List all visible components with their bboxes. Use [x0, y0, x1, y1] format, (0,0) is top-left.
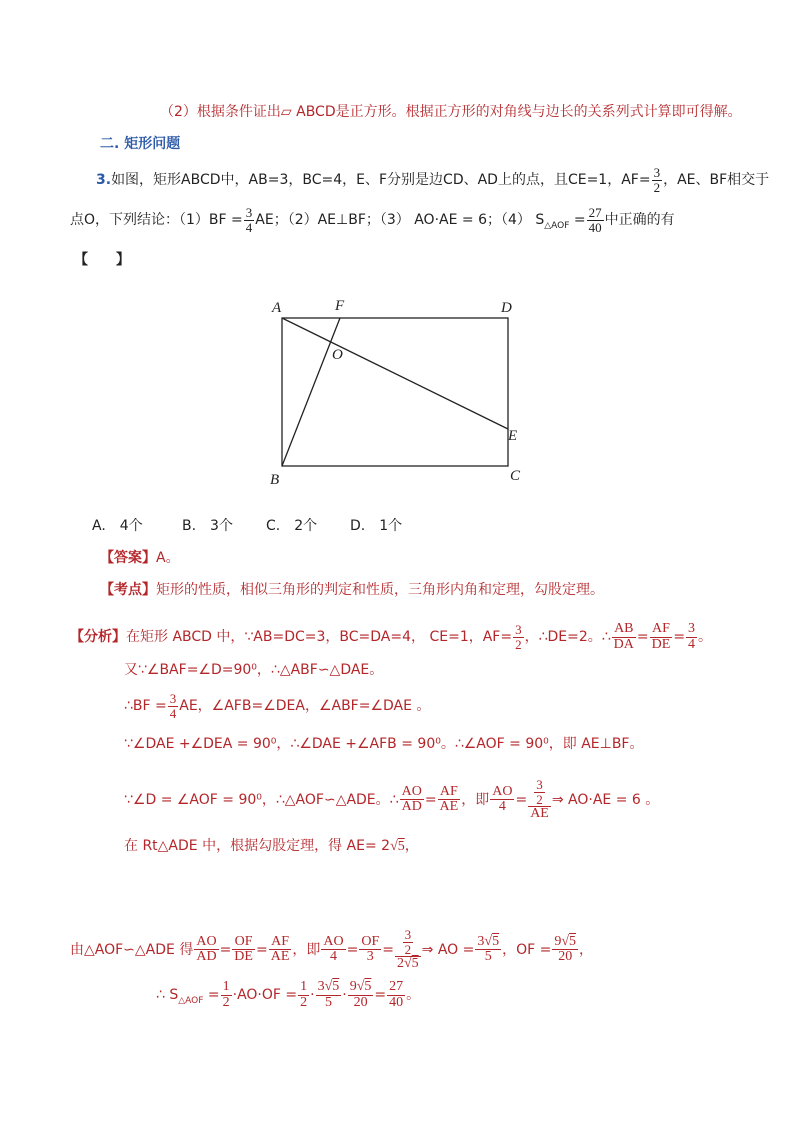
analysis-7c: ⇒ AO =: [421, 941, 475, 958]
analysis-7d: ，OF =: [502, 941, 552, 958]
answer-value: A。: [156, 550, 180, 566]
eq-sign: =: [219, 941, 232, 958]
fraction-ao-ad: $\frac{AO}{AD}$: [196, 933, 217, 965]
analysis-line-1: [70, 622, 712, 652]
problem-text-2b: AE；（2）AE⊥BF；（3） AO·AE = 6；（4） S: [255, 212, 545, 229]
analysis-tag: 【分析】: [70, 629, 126, 646]
eq-sign: =: [515, 791, 528, 808]
analysis-line-4: ∵∠DAE +∠DEA = 90⁰，∴∠DAE +∠AFB = 90⁰。∴∠AOF = 90⁰，即 AE⊥BF。: [124, 736, 644, 752]
segment-bf: [282, 318, 340, 466]
problem-line-1: [96, 166, 769, 194]
fraction-of-3: $\frac{OF}{3}$: [361, 933, 380, 965]
label-c: C: [510, 468, 521, 484]
analysis-3a: ∴BF =: [124, 698, 167, 715]
fraction-ab-da: $\frac{AB}{DA}$: [613, 621, 634, 652]
fraction-ao-ad: $\frac{AO}{AD}$: [401, 783, 422, 815]
analysis-7a: 由△AOF∽△ADE 得: [70, 941, 194, 958]
analysis-5a: ∵∠D = ∠AOF = 90⁰，∴△AOF∽△ADE。∴: [124, 791, 399, 808]
label-d: D: [501, 300, 512, 316]
fraction-1-2: $\frac{1}{2}$: [222, 979, 230, 1010]
analysis-7b: ，即: [292, 941, 321, 958]
label-o: O: [332, 347, 343, 363]
fraction-af-ae: $\frac{AF}{AE}$: [439, 783, 459, 815]
dot: ·: [342, 987, 347, 1004]
comma: ，: [579, 941, 594, 958]
analysis-6b: ，: [404, 838, 419, 854]
conclusion4-fraction: $\frac{27}{40}$: [588, 205, 602, 235]
fraction-bf: $\frac{3}{4}$: [169, 691, 177, 721]
analysis-8b: ·AO·OF =: [232, 987, 298, 1004]
label-b: B: [270, 472, 280, 488]
analysis-line-8: [156, 980, 420, 1011]
analysis-1b: ，∴DE=2。∴: [524, 629, 611, 646]
section-title: 二. 矩形问题: [100, 136, 181, 152]
analysis-line-7: [70, 928, 593, 972]
conclusion1-fraction: $\frac{3}{4}$: [245, 205, 253, 235]
eq-sign: =: [374, 987, 387, 1004]
analysis-line-5: [124, 778, 659, 822]
complex-fraction-af-ae: $\frac{\frac{3}{2}}{AE}$: [530, 777, 549, 822]
answer-tag: 【答案】: [100, 550, 156, 566]
rectangle-figure: [260, 292, 530, 492]
answer-bracket: 【 】: [74, 252, 130, 268]
eq-sign: =: [636, 629, 649, 646]
previous-step-text: （2）根据条件证出▱ ABCD是正方形。根据正方形的对角线与边长的关系列式计算即可得解。: [160, 104, 742, 120]
eq-sign: =: [673, 629, 686, 646]
kaodian-tag: 【考点】: [100, 582, 156, 598]
analysis-8a: ∴ S: [156, 987, 179, 1004]
fraction-of-de: $\frac{OF}{DE}$: [234, 933, 253, 965]
fraction-of-value: $\frac{9√5}{20}$: [554, 933, 577, 965]
option-b: B. 3个: [182, 518, 233, 534]
dot: ·: [310, 987, 315, 1004]
option-d: D. 1个: [350, 518, 403, 534]
af-fraction: $\frac{3}{2}$: [653, 165, 661, 195]
fraction-af-de: $\frac{AF}{DE}$: [651, 621, 671, 652]
area-subscript: △AOF: [178, 995, 204, 1006]
fraction-ao-value: $\frac{3√5}{5}$: [477, 933, 500, 965]
eq-sign: =: [382, 941, 394, 958]
problem-line-2: [70, 206, 675, 236]
problem-text-1a: 如图，矩形ABCD中，AB=3，BC=4，E、F分别是边CD、AD上的点，且CE=1，AF=: [111, 172, 651, 189]
problem-number: 3.: [96, 172, 112, 189]
segment-ae: [282, 318, 508, 429]
analysis-line-3: [124, 692, 430, 720]
fraction-3-4: $\frac{3}{4}$: [688, 621, 696, 652]
label-a: A: [272, 300, 282, 316]
analysis-1a: 在矩形 ABCD 中，∵AB=DC=3，BC=DA=4， CE=1，AF=: [126, 629, 513, 646]
option-c: C. 2个: [266, 518, 318, 534]
problem-text-2d: 中正确的有: [604, 212, 675, 229]
problem-text-2a: 点O，下列结论：（1）BF =: [70, 212, 243, 229]
analysis-1-af-fraction: $\frac{3}{2}$: [515, 622, 522, 652]
eq-sign: =: [424, 791, 437, 808]
eq-sign: =: [346, 941, 359, 958]
answer-line: [100, 548, 180, 568]
eq-sign: =: [203, 987, 220, 1004]
kaodian-text: 矩形的性质，相似三角形的判定和性质，三角形内角和定理，勾股定理。: [156, 582, 604, 598]
option-a: A. 4个: [92, 518, 143, 534]
label-f: F: [335, 298, 345, 314]
fraction-3sqrt5-5: $\frac{3√5}{5}$: [317, 979, 340, 1010]
analysis-5b: ，即: [461, 791, 490, 808]
label-e: E: [508, 428, 518, 444]
fraction-af-ae: $\frac{AF}{AE}$: [270, 933, 290, 965]
period: 。: [698, 629, 713, 646]
fraction-ao-4: $\frac{AO}{4}$: [492, 783, 513, 815]
eq-sign: =: [255, 941, 268, 958]
fraction-9sqrt5-20: $\frac{9√5}{20}$: [349, 979, 372, 1010]
period: 。: [406, 987, 421, 1004]
analysis-5c: ⇒ AO·AE = 6 。: [551, 791, 660, 808]
fraction-27-40: $\frac{27}{40}$: [389, 979, 404, 1010]
problem-text-1b: ，AE、BF相交于: [663, 172, 770, 189]
analysis-3b: AE，∠AFB=∠DEA，∠ABF=∠DAE 。: [179, 698, 431, 715]
rectangle-abcd: [282, 318, 508, 466]
kaodian-line: [100, 580, 604, 600]
sqrt-radicand: 5: [397, 839, 405, 854]
area-subscript: △AOF: [544, 220, 570, 231]
fraction-ao-4: $\frac{AO}{4}$: [323, 933, 344, 965]
problem-text-2c: =: [569, 212, 586, 229]
analysis-6a: 在 Rt△ADE 中，根据勾股定理，得 AE= 2: [124, 838, 391, 854]
analysis-line-6: 在 Rt△ADE 中，根据勾股定理，得 AE= 2√5，: [124, 838, 419, 854]
fraction-1-2: $\frac{1}{2}$: [300, 979, 308, 1010]
analysis-line-2: 又∵∠BAF=∠D=90⁰，∴△ABF∽△DAE。: [124, 662, 384, 678]
complex-fraction-af-2sqrt5: $\frac{\frac{3}{2}}{2√5}$: [396, 927, 419, 972]
